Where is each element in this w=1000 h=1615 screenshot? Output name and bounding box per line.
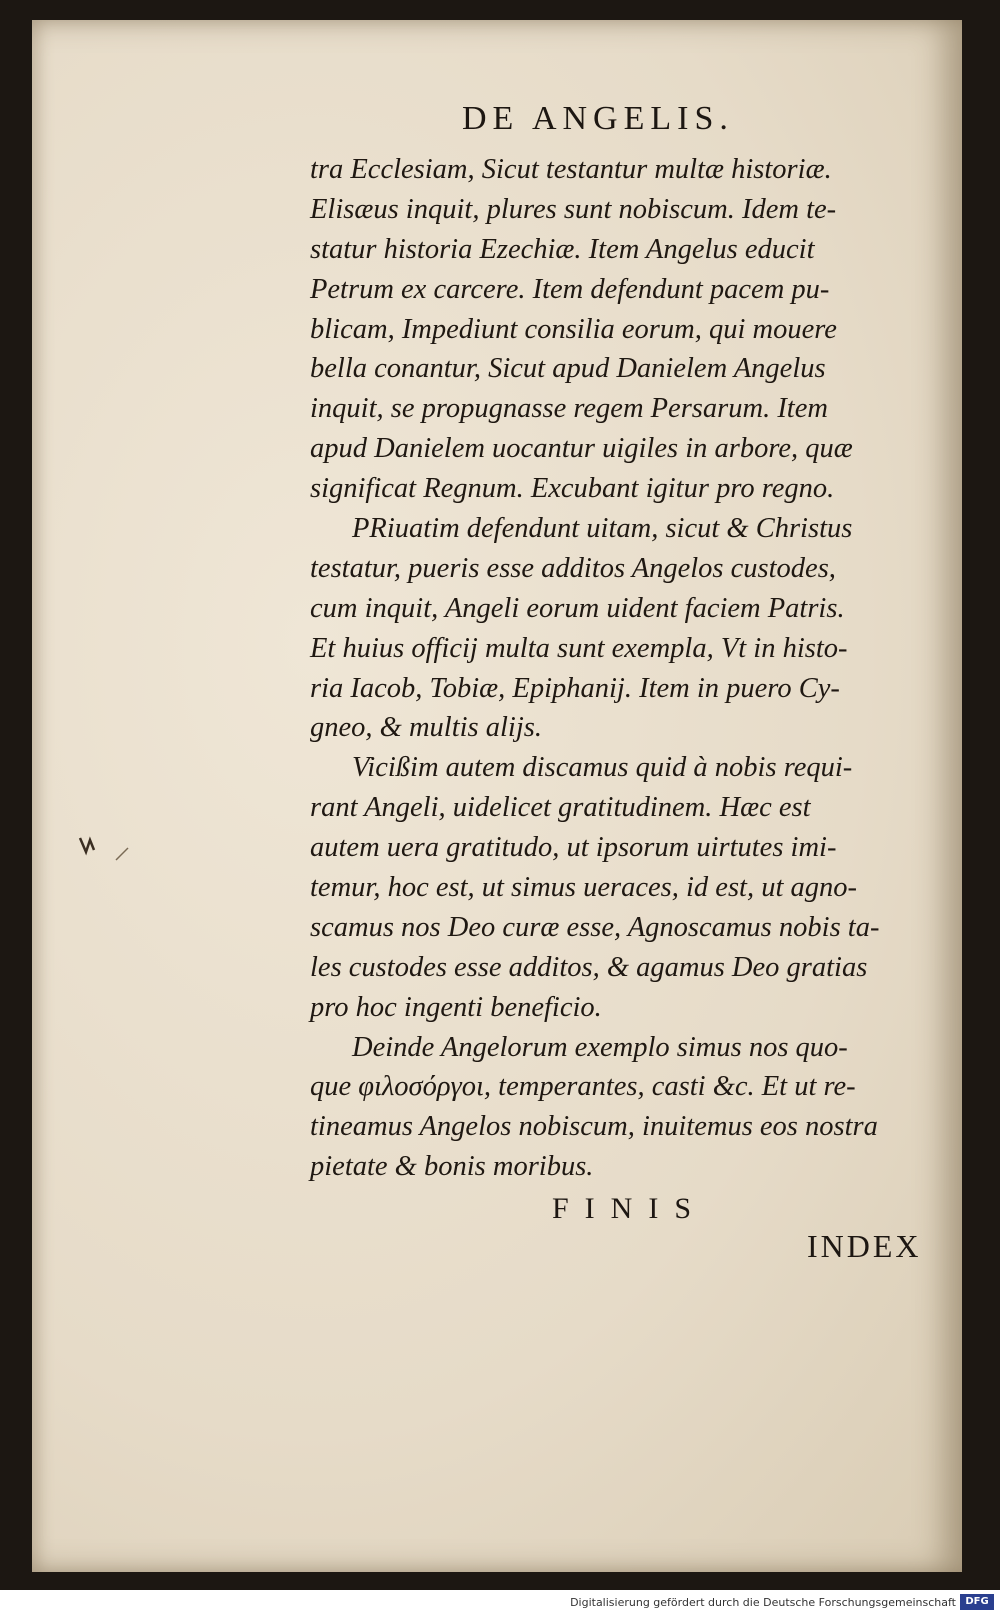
running-header: DE ANGELIS. bbox=[462, 100, 734, 137]
text-line: pro hoc ingenti beneficio. bbox=[310, 991, 602, 1023]
text-line: cum inquit, Angeli eorum uident faciem Patris. bbox=[310, 592, 845, 624]
margin-mark bbox=[76, 830, 132, 864]
text-line: rant Angeli, uidelicet gratitudinem. Hæc est bbox=[310, 792, 811, 824]
text-line: significat Regnum. Excubant igitur pro regno. bbox=[310, 473, 835, 505]
text-line: pietate & bonis moribus. bbox=[310, 1151, 594, 1183]
text-line: tineamus Angelos nobiscum, inuitemus eos nostra bbox=[310, 1111, 878, 1143]
text-line: bella conantur, Sicut apud Danielem Angelus bbox=[310, 353, 826, 385]
text-line: Vicißim autem discamus quid à nobis requi- bbox=[352, 752, 853, 784]
text-line: Deinde Angelorum exemplo simus nos quo- bbox=[352, 1031, 848, 1063]
text-line: statur historia Ezechiæ. Item Angelus educit bbox=[310, 233, 815, 265]
text-line: Et huius officij multa sunt exempla, Vt in histo- bbox=[310, 632, 848, 664]
dfg-logo: DFG bbox=[960, 1594, 994, 1610]
text-line: Elisæus inquit, plures sunt nobiscum. Idem te- bbox=[310, 193, 837, 225]
text-line: apud Danielem uocantur uigiles in arbore, quæ bbox=[310, 433, 853, 465]
finis-mark: FINIS bbox=[552, 1192, 708, 1225]
text-line: scamus nos Deo curæ esse, Agnoscamus nobis ta- bbox=[310, 911, 880, 943]
text-line: Petrum ex carcere. Item defendunt pacem pu- bbox=[310, 273, 830, 305]
catchword: INDEX bbox=[807, 1228, 922, 1264]
text-line: PRiuatim defendunt uitam, sicut & Christus bbox=[352, 513, 853, 545]
text-line: blicam, Impediunt consilia eorum, qui mouere bbox=[310, 313, 837, 345]
body-text bbox=[310, 150, 960, 1187]
digitization-credit: Digitalisierung gefördert durch die Deutsche Forschungsgemeinschaft bbox=[570, 1596, 956, 1609]
text-line: testatur, pueris esse additos Angelos custodes, bbox=[310, 552, 836, 584]
text-line: temur, hoc est, ut simus ueraces, id est, ut agno- bbox=[310, 872, 857, 904]
book-page bbox=[32, 20, 962, 1572]
text-line: les custodes esse additos, & agamus Deo gratias bbox=[310, 951, 868, 983]
text-line: ria Iacob, Tobiæ, Epiphanij. Item in puero Cy- bbox=[310, 672, 840, 704]
text-line: autem uera gratitudo, ut ipsorum uirtutes imi- bbox=[310, 832, 837, 864]
text-line: gneo, & multis alijs. bbox=[310, 712, 542, 744]
text-line: tra Ecclesiam, Sicut testantur multæ historiæ. bbox=[310, 154, 832, 185]
text-line: que φιλοσόργοι, temperantes, casti &c. Et ut re- bbox=[310, 1071, 856, 1103]
text-line: inquit, se propugnasse regem Persarum. Item bbox=[310, 393, 828, 425]
